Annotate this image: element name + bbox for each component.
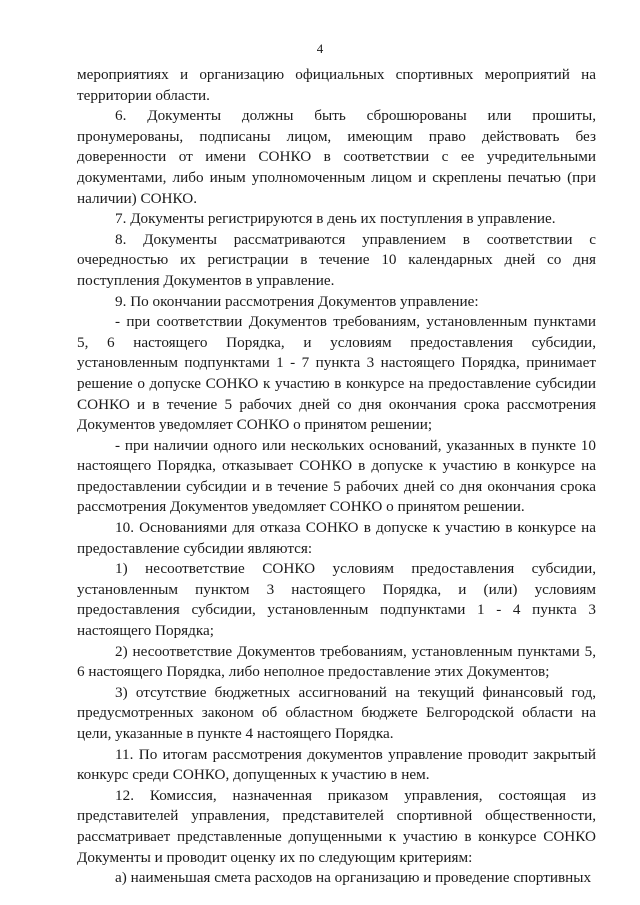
paragraph-item-9: 9. По окончании рассмотрения Документов управление: <box>115 292 479 310</box>
paragraph-item-9-bullet-2: - при наличии одного или нескольких оснований, указанных в пункте 10 настоящего Порядка, отказывает СОНКО в допуске к участию в конкурсе на предоставлении субсидии и в течение 5 рабочих дней со дня окончания срока рассмотрения Документов уведомляет СОНКО о принятом решении. <box>77 436 596 516</box>
paragraph-item-6: 6. Документы должны быть сброшюрованы или прошиты, пронумерованы, подписаны лицом, имеющим право действовать без доверенности от имени СОНКО в соответствии с ее учредительными документами, либо иным уполномоченным лицом и скреплены печатью (при наличии) СОНКО. <box>77 107 596 207</box>
document-body <box>77 65 596 889</box>
paragraph-item-11: 11. По итогам рассмотрения документов управление проводит закрытый конкурс среди СОНКО, допущенных к участию в нем. <box>77 745 596 784</box>
page-number: 4 <box>316 41 324 56</box>
paragraph-item-10: 10. Основаниями для отказа СОНКО в допуске к участию в конкурсе на предоставление субсидии являются: <box>77 519 596 557</box>
paragraph-item-12: 12. Комиссия, назначенная приказом управления, состоящая из представителей управления, представителей спортивной общественности, рассматривает представленные допущенными к участию в конкурсе СОНКО Документы и проводит оценку их по следующим критериям: <box>77 786 596 866</box>
paragraph-continuation: мероприятиях и организацию официальных спортивных мероприятий на территории области. <box>77 66 596 104</box>
paragraph-item-7: 7. Документы регистрируются в день их поступления в управление. <box>115 210 556 228</box>
paragraph-item-10-sub-1: 1) несоответствие СОНКО условиям предоставления субсидии, установленным пунктом 3 настоящего Порядка, и (или) условиям предоставления субсидии, установленным подпунктами 1 - 4 пункта 3 настоящего Порядка; <box>77 560 596 640</box>
paragraph-item-12-sub-a: а) наименьшая смета расходов на организацию и проведение спортивных <box>115 869 592 887</box>
paragraph-item-10-sub-3: 3) отсутствие бюджетных ассигнований на текущий финансовый год, предусмотренных законом об областном бюджете Белгородской области на цели, указанные в пункте 4 настоящего Порядка. <box>77 683 596 742</box>
paragraph-item-8: 8. Документы рассматриваются управлением в соответствии с очередностью их регистрации в течение 10 календарных дней со дня поступления Документов в управление. <box>77 230 596 289</box>
paragraph-item-10-sub-2: 2) несоответствие Документов требованиям, установленным пунктами 5, 6 настоящего Порядка, либо неполное предоставление этих Документов; <box>77 642 596 681</box>
paragraph-item-9-bullet-1: - при соответствии Документов требованиям, установленным пунктами 5, 6 настоящего Порядка, и условиям предоставления субсидии, установленным подпунктами 1 - 7 пункта 3 настоящего Порядка, принимает решение о допуске СОНКО к участию в конкурсе на предоставление субсидии СОНКО и в течение 5 рабочих дней со дня окончания срока рассмотрения Документов уведомляет СОНКО о принятом решении; <box>77 313 596 434</box>
